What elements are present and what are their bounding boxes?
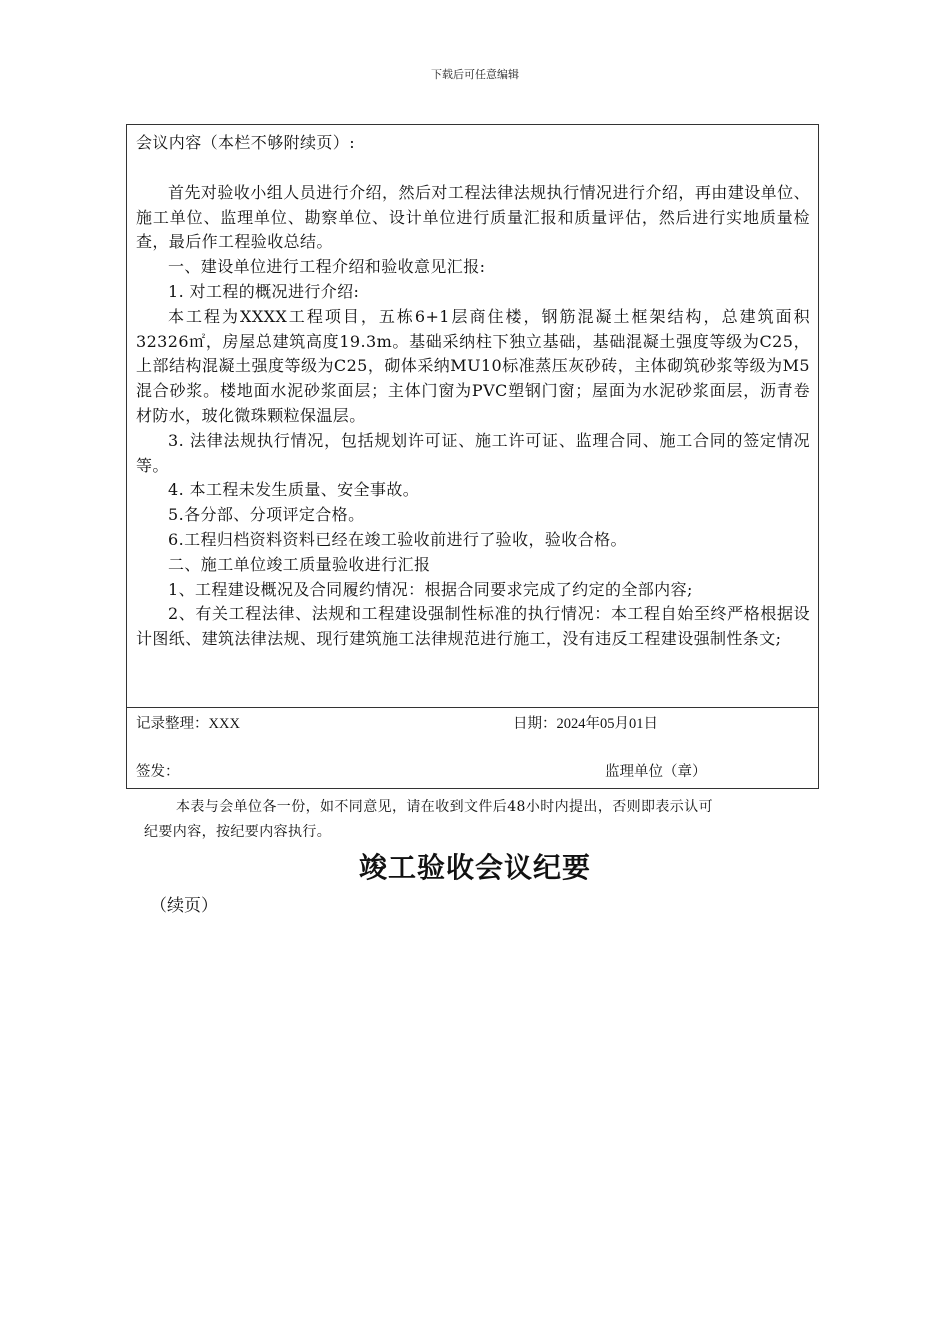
section-heading-2: 二、施工单位竣工质量验收进行汇报 <box>168 554 431 574</box>
seal-label: 监理单位（章） <box>605 764 707 780</box>
document-title: 竣工验收会议纪要 <box>358 851 591 884</box>
meeting-table <box>126 124 819 789</box>
header-note: 下载后可任意编辑 <box>431 68 519 81</box>
footnote-line: 纪要内容，按纪要内容执行。 <box>144 824 332 840</box>
paragraph-intro: 首先对验收小组人员进行介绍，然后对工程法律法规执行情况进行介绍，再由建设单位、施工单位、监理单位、勘察单位、设计单位进行质量汇报和质量评估，然后进行实地质量检查，最后作工程验收总结。 <box>136 182 810 252</box>
list-item: 6.工程归档资料资料已经在竣工验收前进行了验收，验收合格。 <box>168 529 627 549</box>
section-heading-1: 一、建设单位进行工程介绍和验收意见汇报: <box>168 257 486 277</box>
list-item: 1、工程建设概况及合同履约情况：根据合同要求完成了约定的全部内容; <box>168 579 693 599</box>
footnote-line: 本表与会单位各一份，如不同意见，请在收到文件后48小时内提出，否则即表示认可 <box>176 799 714 815</box>
list-item: 5.各分部、分项评定合格。 <box>168 505 365 525</box>
list-item: 3. 法律法规执行情况，包括规划许可证、施工许可证、监理合同、施工合同的签定情况等。 <box>136 430 810 475</box>
list-item: 4. 本工程未发生质量、安全事故。 <box>168 480 420 500</box>
list-item: 2、有关工程法律、法规和工程建设强制性标准的执行情况：本工程自始至终严格根据设计图纸、建筑法律法规、现行建筑施工法律规范进行施工，没有违反工程建设强制性条文; <box>136 604 810 649</box>
continued-label: （续页） <box>150 896 218 916</box>
paragraph-overview: 本工程为XXXX工程项目，五栋6+1层商住楼，钢筋混凝土框架结构，总建筑面积32326㎡，房屋总建筑高度19.3m。基础采纳柱下独立基础，基础混凝土强度等级为C25，上部结构混凝土强度等级为C25，砌体采纳MU10标准蒸压灰砂砖，主体砌筑砂浆等级为M5混合砂浆。楼地面水泥砂浆面层；主体门窗为PVC塑钢门窗；屋面为水泥砂浆面层，沥青卷材防水，玻化微珠颗粒保温层。 <box>136 306 810 425</box>
list-item: 1. 对工程的概况进行介绍: <box>168 281 360 301</box>
table-divider <box>127 707 818 708</box>
sign-label: 签发： <box>136 764 180 780</box>
recorder-label: 记录整理：XXX <box>136 716 240 732</box>
date-label: 日期：2024年05月01日 <box>513 716 658 732</box>
content-label: 会议内容（本栏不够附续页）: <box>136 133 355 152</box>
meeting-content <box>136 131 810 652</box>
footnote <box>144 795 814 845</box>
